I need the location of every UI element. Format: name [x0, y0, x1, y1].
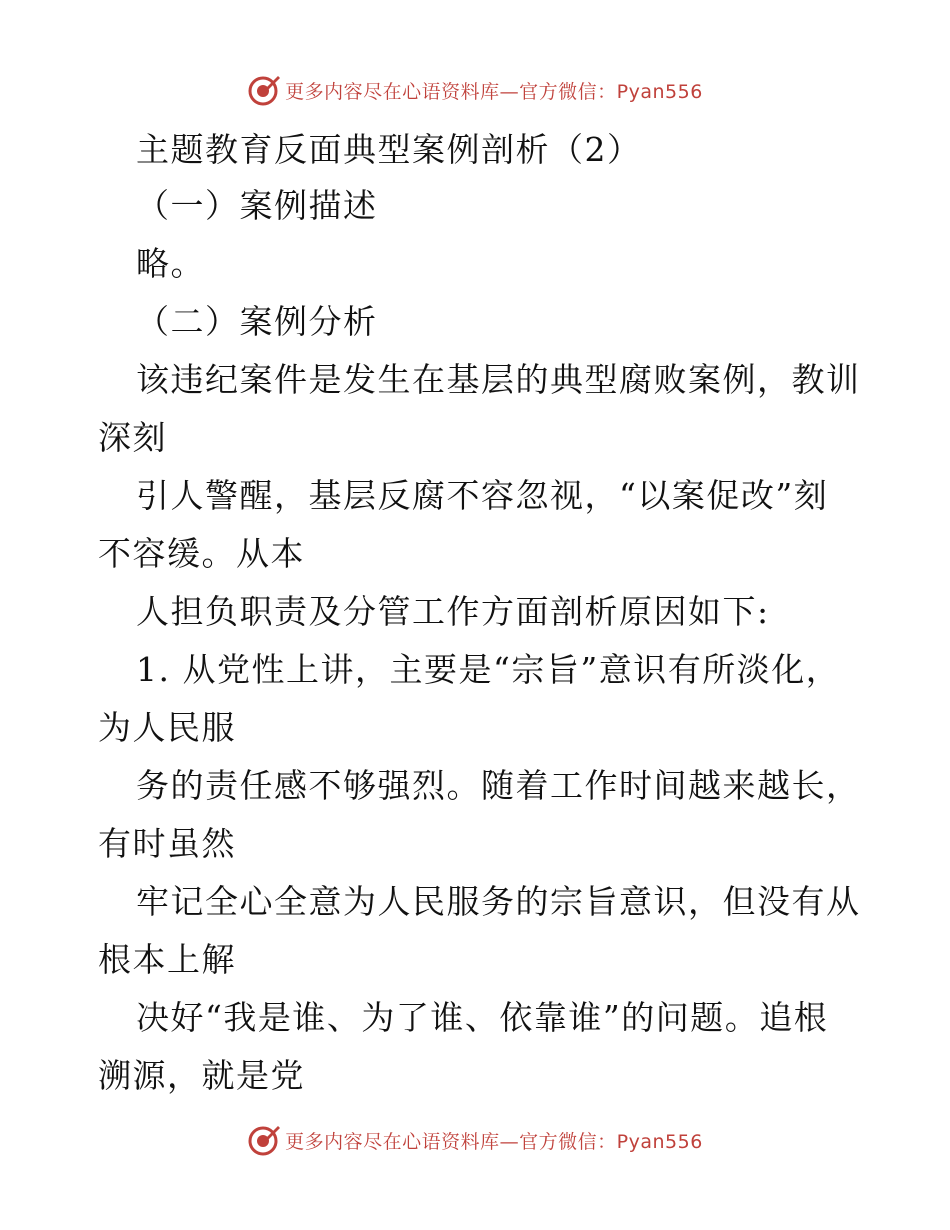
banner-text: 更多内容尽在心语资料库—官方微信：	[285, 80, 617, 103]
paragraph-line: 务的责任感不够强烈。随着工作时间越来越长，	[136, 766, 861, 805]
footer-watermark	[0, 1120, 950, 1160]
paragraph-line: 人担负职责及分管工作方面剖析原因如下:	[136, 592, 770, 631]
paragraph-line: 引人警醒，基层反腐不容忽视，“以案促改”刻	[136, 476, 829, 515]
paragraph-line: 牢记全心全意为人民服务的宗旨意识，但没有从	[136, 882, 861, 921]
banner-text: 更多内容尽在心语资料库—官方微信：	[285, 1130, 617, 1153]
banner-wechat: Pyan556	[616, 1130, 703, 1153]
section-heading: （一）案例描述	[136, 186, 378, 225]
paragraph-line: 溯源，就是党	[98, 1056, 305, 1095]
header-watermark	[0, 70, 950, 110]
banner-wechat: Pyan556	[616, 80, 703, 103]
paragraph-line: 略。	[136, 244, 205, 283]
paragraph-line: 该违纪案件是发生在基层的典型腐败案例，教训	[136, 360, 861, 399]
pen-logo-icon	[247, 73, 281, 107]
paragraph-line: 为人民服	[98, 708, 236, 747]
paragraph-line: 不容缓。从本	[98, 534, 305, 573]
pen-logo-icon	[247, 1123, 281, 1157]
paragraph-line: 深刻	[98, 418, 167, 457]
paragraph-line: 根本上解	[98, 940, 236, 979]
paragraph-line: 1. 从党性上讲，主要是“宗旨”意识有所淡化，	[136, 650, 841, 689]
paragraph-line: 有时虽然	[98, 824, 236, 863]
doc-title: 主题教育反面典型案例剖析（2）	[136, 130, 642, 169]
paragraph-line: 决好“我是谁、为了谁、依靠谁”的问题。追根	[136, 998, 829, 1037]
section-heading: （二）案例分析	[136, 302, 378, 341]
